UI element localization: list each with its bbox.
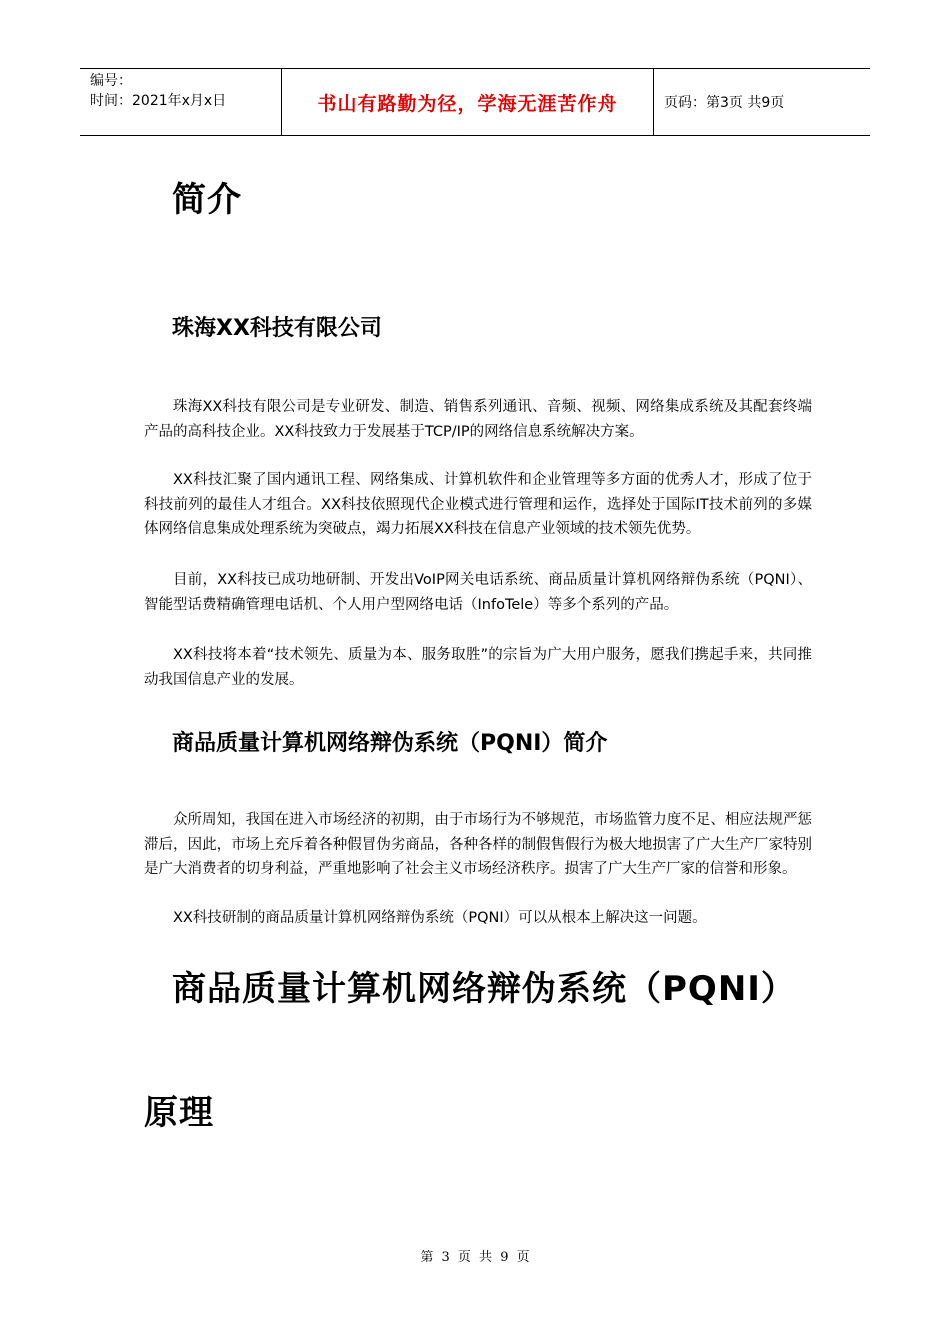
number-label: 编号： [90, 73, 132, 89]
company-paragraph: XX科技将本着“技术领先、质量为本、服务取胜”的宗旨为广大用户服务，愿我们携起手来，共同推动我国信息产业的发展。 [144, 647, 812, 688]
company-paragraph: 珠海XX科技有限公司是专业研发、制造、销售系列通讯、音频、视频、网络集成系统及其配套终端产品的高科技企业。XX科技致力于发展基于TCP/IP的网络信息系统解决方案。 [144, 399, 812, 440]
document-header [80, 68, 870, 136]
pqni-intro-heading: 商品质量计算机网络辩伪系统（PQNI）简介 [172, 731, 608, 756]
company-paragraph: 目前，XX科技已成功地研制、开发出VoIP网关电话系统、商品质量计算机网络辩伪系统（PQNI）、智能型话费精确管理电话机、个人用户型网络电话（InfoTele）等多个系列的产品。 [144, 572, 812, 613]
pqni-paragraph: XX科技研制的商品质量计算机网络辩伪系统（PQNI）可以从根本上解决这一问题。 [173, 910, 707, 926]
title-pqni: 商品质量计算机网络辩伪系统（PQNI） [172, 969, 796, 1009]
company-paragraph: XX科技汇聚了国内通讯工程、网络集成、计算机软件和企业管理等多方面的优秀人才，形成了位于科技前列的最佳人才组合。XX科技依照现代企业模式进行管理和运作，选择处于国际IT技术前列的多媒体网络信息集成处理系统为突破点，竭力拓展XX科技在信息产业领域的技术领先优势。 [144, 472, 812, 537]
page-footer: 第 3 页 共 9 页 [420, 1250, 530, 1265]
header-meta [80, 69, 281, 135]
pqni-paragraph: 众所周知，我国在进入市场经济的初期，由于市场行为不够规范，市场监管力度不足、相应法规严惩滞后，因此，市场上充斥着各种假冒伪劣商品，各种各样的制假售假行为极大地损害了广大生产厂家特别是广大消费者的切身利益，严重地影响了社会主义市场经济秩序。损害了广大生产厂家的信誉和形象。 [144, 812, 812, 877]
header-motto: 书山有路勤为径，学海无涯苦作舟 [281, 69, 654, 135]
title-intro: 简介 [172, 180, 242, 220]
company-heading: 珠海XX科技有限公司 [172, 316, 382, 341]
time-label: 时间：2021年x月x日 [90, 93, 227, 109]
title-principle: 原理 [144, 1093, 214, 1133]
header-page-label: 页码：第3页 共9页 [664, 95, 785, 111]
